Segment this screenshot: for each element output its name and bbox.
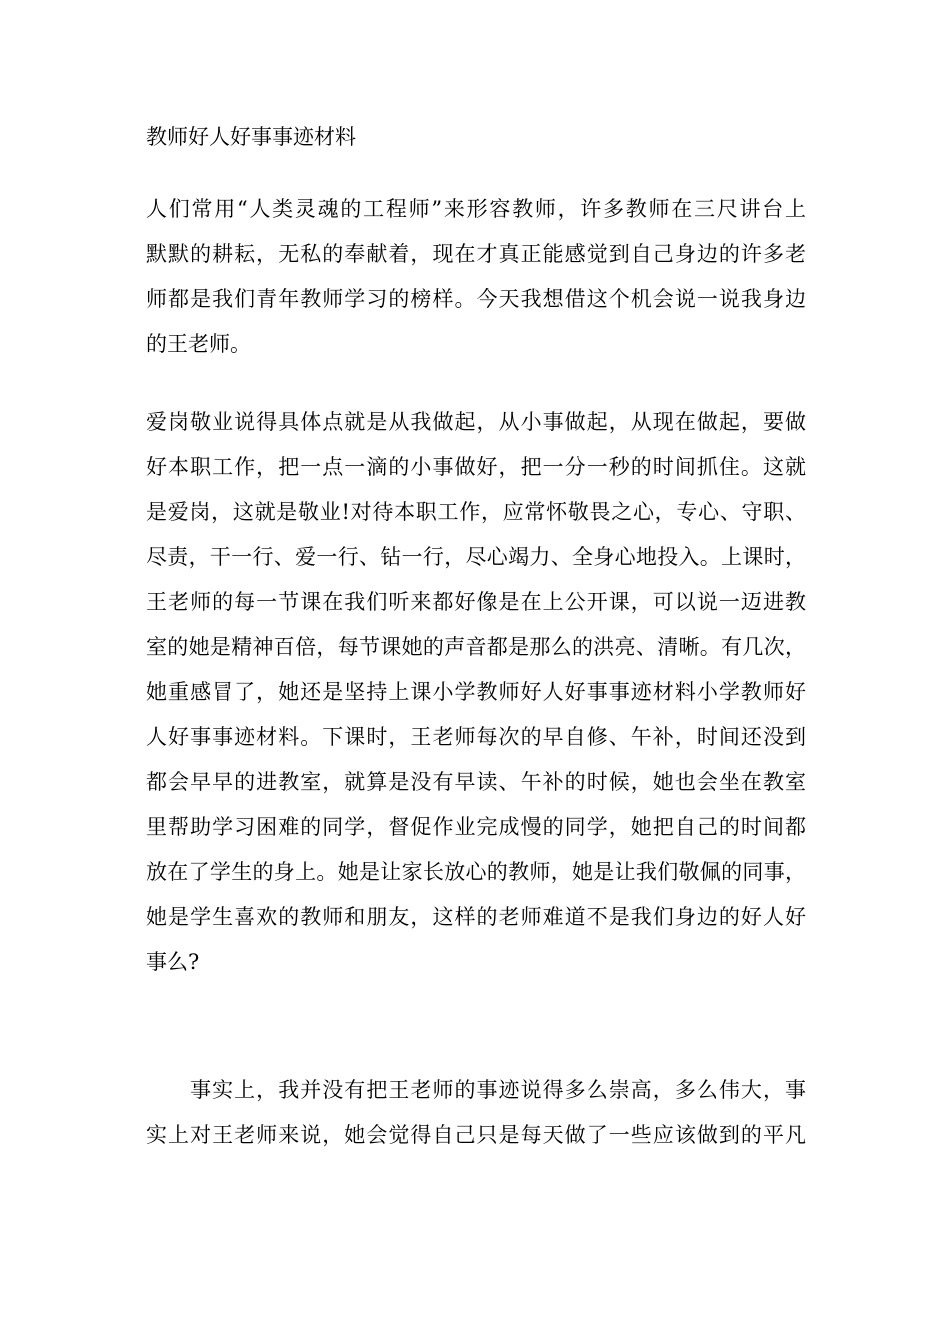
text-line: 实上对王老师来说，她会觉得自己只是每天做了一些应该做到的平凡 bbox=[146, 1123, 806, 1147]
text-line: 人好事事迹材料。下课时，王老师每次的早自修、午补，时间还没到 bbox=[146, 725, 806, 749]
text-line: 是爱岗，这就是敬业!对待本职工作，应常怀敬畏之心，专心、守职、 bbox=[146, 500, 806, 524]
text-line: 好本职工作，把一点一滴的小事做好，把一分一秒的时间抓住。这就 bbox=[146, 455, 806, 479]
paragraph-3 bbox=[146, 1068, 806, 1158]
text-line: 放在了学生的身上。她是让家长放心的教师，她是让我们敬佩的同事， bbox=[146, 860, 806, 884]
text-line: 里帮助学习困难的同学，督促作业完成慢的同学，她把自己的时间都 bbox=[146, 815, 806, 839]
paragraph-2 bbox=[146, 400, 806, 985]
text-line: 王老师的每一节课在我们听来都好像是在上公开课，可以说一迈进教 bbox=[146, 590, 806, 614]
text-line: 的王老师。 bbox=[146, 332, 251, 356]
text-line: 都会早早的进教室，就算是没有早读、午补的时候，她也会坐在教室 bbox=[146, 770, 806, 794]
text-line: 人们常用“人类灵魂的工程师”来形容教师，许多教师在三尺讲台上 bbox=[146, 197, 806, 221]
text-line: 室的她是精神百倍，每节课她的声音都是那么的洪亮、清晰。有几次， bbox=[146, 635, 806, 659]
text-line: 尽责，干一行、爱一行、钻一行，尽心竭力、全身心地投入。上课时， bbox=[146, 545, 806, 569]
text-line: 事么? bbox=[146, 950, 200, 974]
text-line: 她是学生喜欢的教师和朋友，这样的老师难道不是我们身边的好人好 bbox=[146, 905, 806, 929]
text-line: 事实上，我并没有把王老师的事迹说得多么崇高，多么伟大，事 bbox=[146, 1078, 806, 1102]
text-line: 爱岗敬业说得具体点就是从我做起，从小事做起，从现在做起，要做 bbox=[146, 410, 806, 434]
text-line: 她重感冒了，她还是坚持上课小学教师好人好事事迹材料小学教师好 bbox=[146, 680, 806, 704]
text-line: 默默的耕耘，无私的奉献着，现在才真正能感觉到自己身边的许多老 bbox=[146, 242, 806, 266]
document-title: 教师好人好事事迹材料 bbox=[146, 125, 356, 149]
text-line: 师都是我们青年教师学习的榜样。今天我想借这个机会说一说我身边 bbox=[146, 287, 806, 311]
paragraph-1 bbox=[146, 187, 806, 367]
